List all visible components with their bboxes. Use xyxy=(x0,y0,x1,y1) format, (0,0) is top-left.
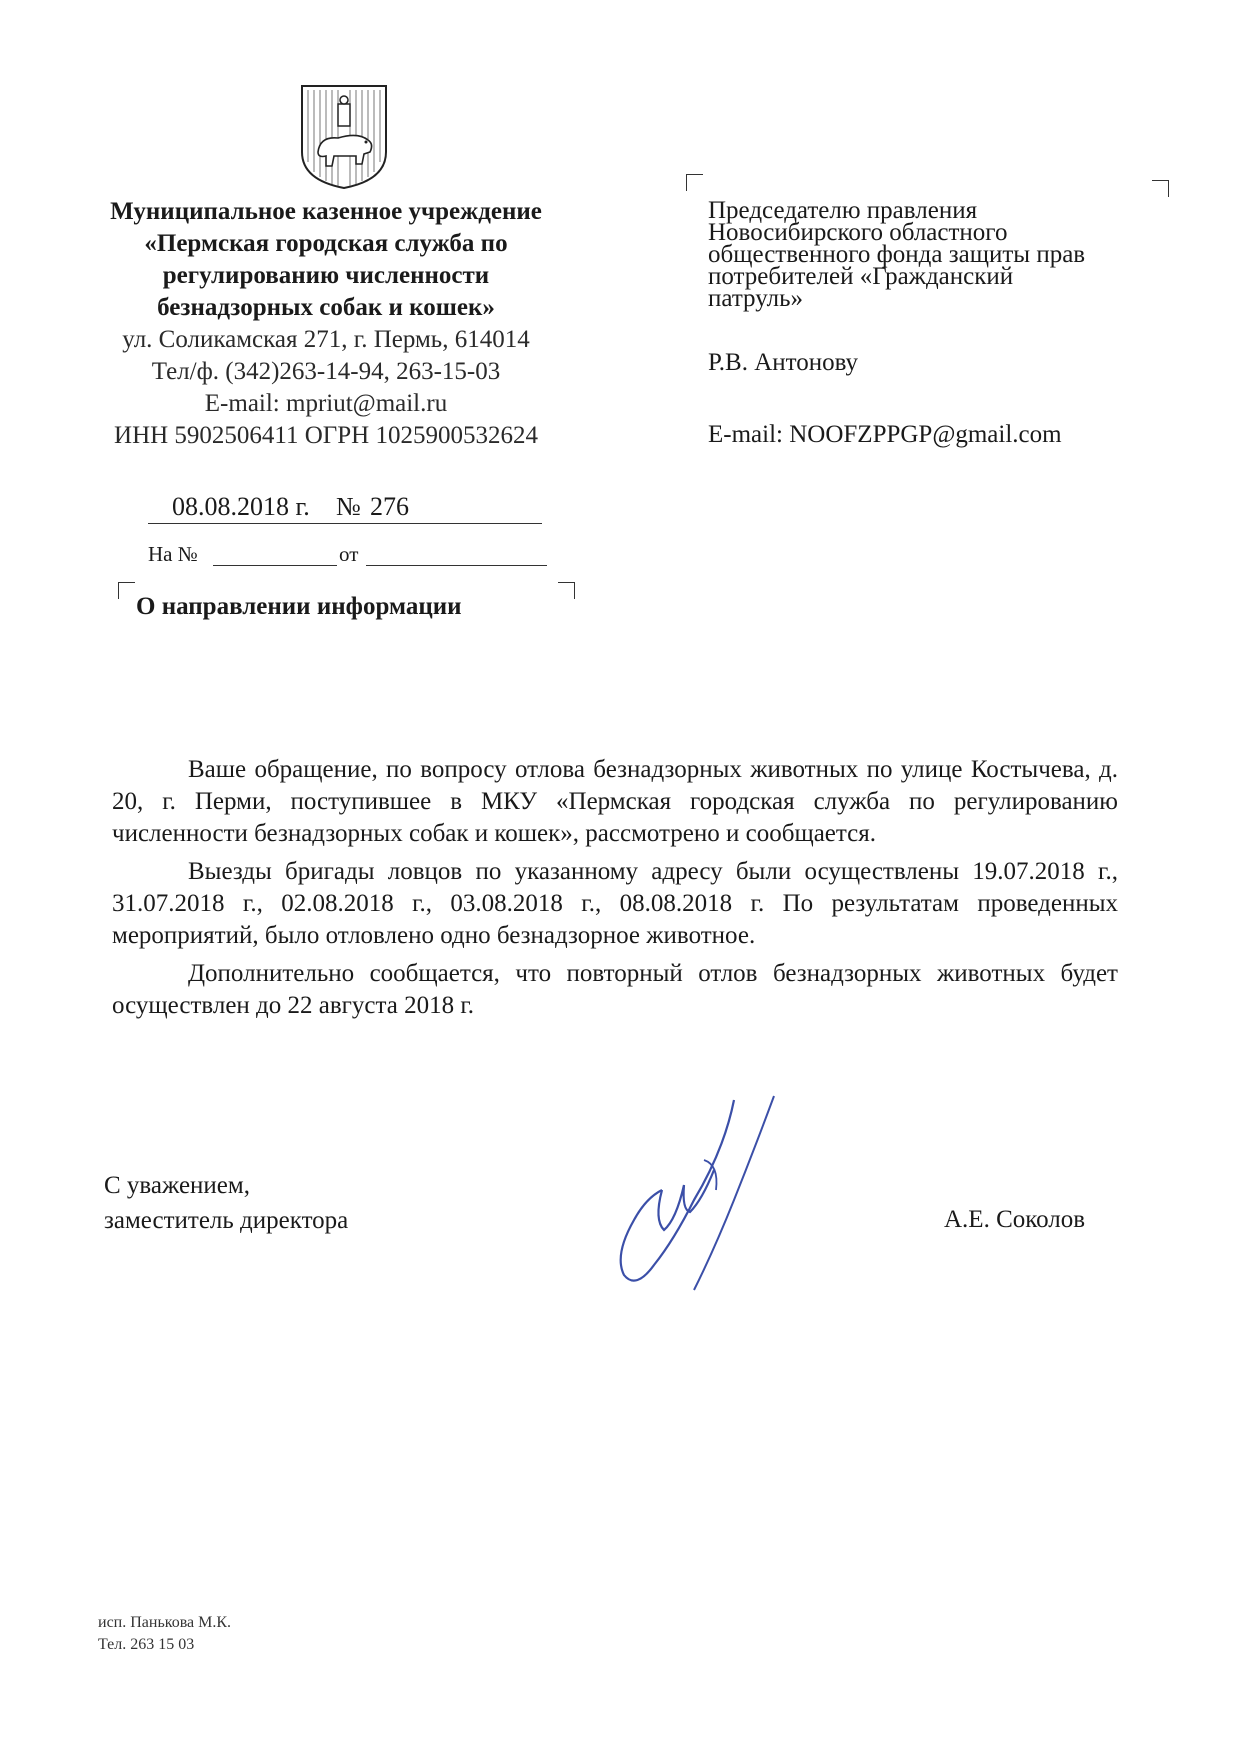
sender-ids: ИНН 5902506411 ОГРН 1025900532624 xyxy=(114,422,538,449)
subject-corner-right xyxy=(558,582,575,599)
body-paragraph: Дополнительно сообщается, что повторный отлов безнадзорных животных будет осуществлен до 22 августа 2018 г. xyxy=(112,960,1118,1019)
reply-label: На № xyxy=(148,542,198,566)
recipient-corner-left xyxy=(686,174,703,191)
recipient-block xyxy=(708,197,1128,448)
closing-regards: С уважением, xyxy=(104,1172,250,1199)
recipient-corner-right xyxy=(1152,180,1169,197)
closing-block xyxy=(104,1168,348,1238)
letter-body xyxy=(112,754,1118,1028)
executor-name: исп. Панькова М.К. xyxy=(98,1614,232,1631)
sender-address: ул. Соликамская 271, г. Пермь, 614014 xyxy=(122,326,530,353)
letter-subject: О направлении информации xyxy=(136,593,462,620)
sender-name-line: Муниципальное казенное учреждение xyxy=(110,198,542,225)
sender-block xyxy=(60,196,592,452)
executor-block xyxy=(98,1612,231,1656)
reply-from-label: от xyxy=(339,542,359,566)
sender-name-line: регулированию численности xyxy=(162,262,490,289)
registration-number: 276 xyxy=(370,492,409,521)
handwritten-signature-icon xyxy=(584,1090,844,1300)
executor-phone: Тел. 263 15 03 xyxy=(98,1636,195,1653)
reply-reference-line xyxy=(148,540,548,570)
body-paragraph: Ваше обращение, по вопросу отлова безнадзорных животных по улице Костычева, д. 20, г. Перми, поступившее в МКУ «Пермская городская служба по регулированию численности безнадзорных собак и кошек», рассмотрено и сообщается. xyxy=(112,756,1118,847)
registration-date: 08.08.2018 г. xyxy=(172,492,310,521)
registration-line xyxy=(148,493,542,524)
recipient-line: патруль» xyxy=(708,285,804,312)
perm-bear-coat-of-arms-icon xyxy=(298,82,390,192)
sender-email: E-mail: mpriut@mail.ru xyxy=(204,390,448,417)
subject-corner-left xyxy=(118,582,135,599)
recipient-name: Р.В. Антонову xyxy=(708,349,859,376)
reply-date-blank xyxy=(366,565,547,566)
recipient-line: общественного фонда защиты прав xyxy=(708,241,1086,268)
signer-name: А.Е. Соколов xyxy=(944,1206,1086,1233)
sender-name-line: безнадзорных собак и кошек» xyxy=(157,294,495,321)
reply-number-blank xyxy=(213,565,337,566)
signer-position: заместитель директора xyxy=(104,1207,349,1234)
body-paragraph: Выезды бригады ловцов по указанному адресу были осуществлены 19.07.2018 г., 31.07.2018 г., 02.08.2018 г., 03.08.2018 г., 08.08.2018 г. По результатам проведенных мероприятий, было отловлено одно безнадзорное животное. xyxy=(112,858,1118,949)
registration-number-label: № xyxy=(336,492,361,521)
recipient-line: потребителей «Гражданский xyxy=(708,263,1014,290)
sender-phone: Тел/ф. (342)263-14-94, 263-15-03 xyxy=(151,358,501,385)
recipient-line: Председателю правления xyxy=(708,197,978,224)
recipient-email: E-mail: NOOFZPPGP@gmail.com xyxy=(708,421,1062,448)
sender-name-line: «Пермская городская служба по xyxy=(144,230,508,257)
recipient-line: Новосибирского областного xyxy=(708,219,1008,246)
